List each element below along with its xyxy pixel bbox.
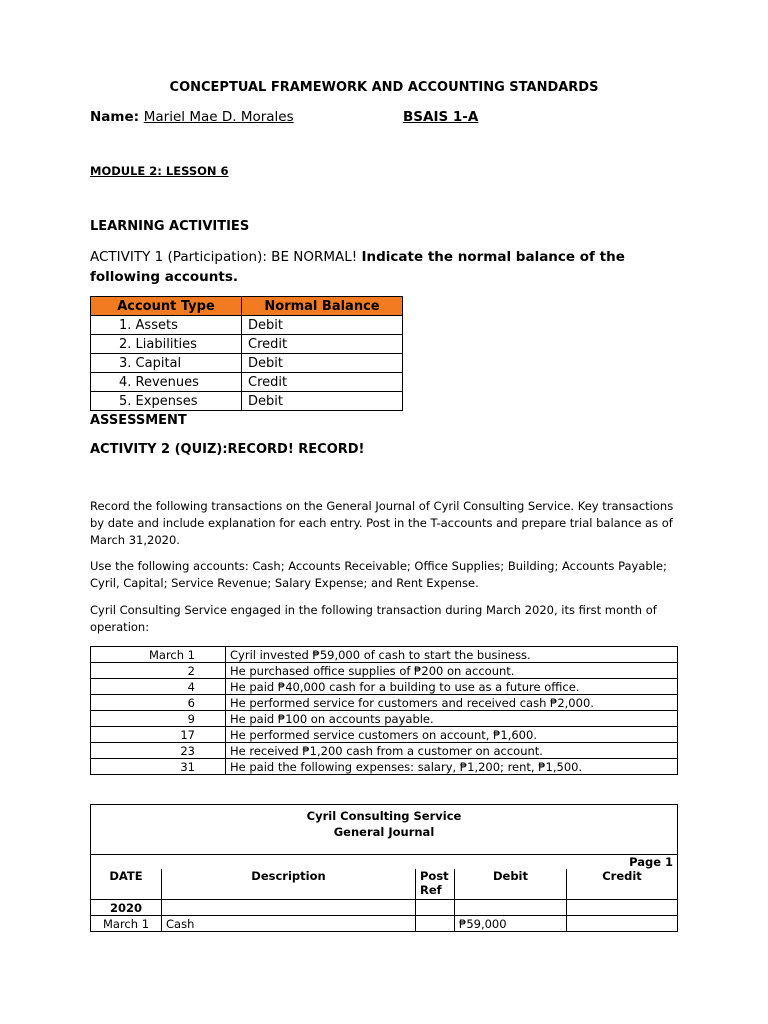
journal-credit: [567, 916, 678, 932]
journal-header-post-ref: Post Ref: [416, 869, 455, 900]
activity1-prefix: ACTIVITY 1 (Participation): BE NORMAL!: [90, 249, 362, 265]
journal-debit: [455, 900, 567, 916]
accounts-paragraph: Use the following accounts: Cash; Accounts Receivable; Office Supplies; Building; Accounts Payable; Cyril, Capital; Service Revenue; Salary Expense; and Rent Expense.: [90, 559, 667, 590]
name-label: Name: [90, 109, 134, 125]
activity2-heading: ACTIVITY 2 (QUIZ):RECORD! RECORD!: [90, 442, 365, 457]
journal-row: [91, 900, 678, 916]
table-row: [91, 727, 678, 743]
journal-header-credit: Credit: [567, 869, 678, 900]
journal-date: 2020: [91, 900, 162, 916]
transaction-date: 17: [91, 727, 226, 743]
table-row: [91, 743, 678, 759]
journal-page-number: Page 1: [91, 855, 678, 870]
instructions-paragraph: Record the following transactions on the General Journal of Cyril Consulting Service. Key transactions by date and include explanation for each entry. Post in the T-accounts and prepare trial balance as of March 31,2020.: [90, 499, 674, 547]
account-type-cell: 4. Revenues: [91, 373, 242, 392]
journal-debit: ₱59,000: [455, 916, 567, 932]
journal-header-description: Description: [162, 869, 416, 900]
transactions-table: [90, 646, 678, 775]
journal-credit: [567, 900, 678, 916]
transactions-intro: Cyril Consulting Service engaged in the following transaction during March 2020, its first month of operation:: [90, 603, 657, 634]
journal-header-date: DATE: [91, 869, 162, 900]
table-row: [91, 335, 403, 354]
transaction-description: Cyril invested ₱59,000 of cash to start the business.: [226, 647, 678, 663]
table-row: [91, 759, 678, 775]
transaction-description: He received ₱1,200 cash from a customer on account.: [226, 743, 678, 759]
account-type-cell: 1. Assets: [91, 316, 242, 335]
journal-header-debit: Debit: [455, 869, 567, 900]
table-row: [91, 695, 678, 711]
normal-balance-cell: Debit: [242, 392, 403, 411]
journal-title-row: [91, 805, 678, 855]
student-name: Mariel Mae D. Morales: [143, 109, 294, 125]
document-title: CONCEPTUAL FRAMEWORK AND ACCOUNTING STANDARDS: [169, 80, 599, 95]
transaction-description: He performed service customers on account, ₱1,600.: [226, 727, 678, 743]
normal-balance-cell: Debit: [242, 316, 403, 335]
name-row: Name: Mariel Mae D. Morales: [90, 109, 294, 125]
normal-balance-cell: Credit: [242, 335, 403, 354]
activity1-text: [90, 247, 690, 287]
table-header-normal-balance: Normal Balance: [242, 297, 403, 316]
assessment-heading: ASSESSMENT: [90, 413, 187, 428]
transaction-date: March 1: [91, 647, 226, 663]
normal-balance-table: [90, 296, 403, 411]
table-row: [91, 354, 403, 373]
account-type-cell: 2. Liabilities: [91, 335, 242, 354]
learning-activities-heading: LEARNING ACTIVITIES: [90, 219, 250, 234]
transaction-description: He purchased office supplies of ₱200 on account.: [226, 663, 678, 679]
account-type-cell: 5. Expenses: [91, 392, 242, 411]
transaction-description: He paid the following expenses: salary, ₱1,200; rent, ₱1,500.: [226, 759, 678, 775]
journal-description: Cash: [162, 916, 416, 932]
module-heading: MODULE 2: LESSON 6: [90, 164, 229, 178]
transaction-date: 6: [91, 695, 226, 711]
table-header-account-type: Account Type: [91, 297, 242, 316]
journal-company: Cyril Consulting Service: [306, 809, 462, 823]
activity1-instruction: Indicate the normal balance of the following accounts.: [90, 249, 625, 285]
journal-title: [91, 805, 678, 855]
journal-name: General Journal: [333, 825, 435, 839]
table-row: [91, 679, 678, 695]
journal-description: [162, 900, 416, 916]
journal-post-ref: [416, 916, 455, 932]
journal-page-row: [91, 855, 678, 870]
transaction-date: 23: [91, 743, 226, 759]
transaction-date: 31: [91, 759, 226, 775]
account-type-cell: 3. Capital: [91, 354, 242, 373]
table-row: [91, 711, 678, 727]
transaction-description: He performed service for customers and received cash ₱2,000.: [226, 695, 678, 711]
transaction-description: He paid ₱100 on accounts payable.: [226, 711, 678, 727]
transaction-date: 4: [91, 679, 226, 695]
journal-date: March 1: [91, 916, 162, 932]
transaction-date: 9: [91, 711, 226, 727]
transaction-description: He paid ₱40,000 cash for a building to use as a future office.: [226, 679, 678, 695]
journal-post-ref: [416, 900, 455, 916]
table-row: [91, 392, 403, 411]
section-label: BSAIS 1-A: [403, 109, 479, 125]
journal-row: [91, 916, 678, 932]
table-row: [91, 316, 403, 335]
table-header-row: [91, 297, 403, 316]
transaction-date: 2: [91, 663, 226, 679]
normal-balance-cell: Debit: [242, 354, 403, 373]
normal-balance-cell: Credit: [242, 373, 403, 392]
table-row: [91, 663, 678, 679]
table-row: [91, 647, 678, 663]
table-row: [91, 373, 403, 392]
journal-header-row: [91, 869, 678, 900]
general-journal-table: [90, 804, 678, 932]
